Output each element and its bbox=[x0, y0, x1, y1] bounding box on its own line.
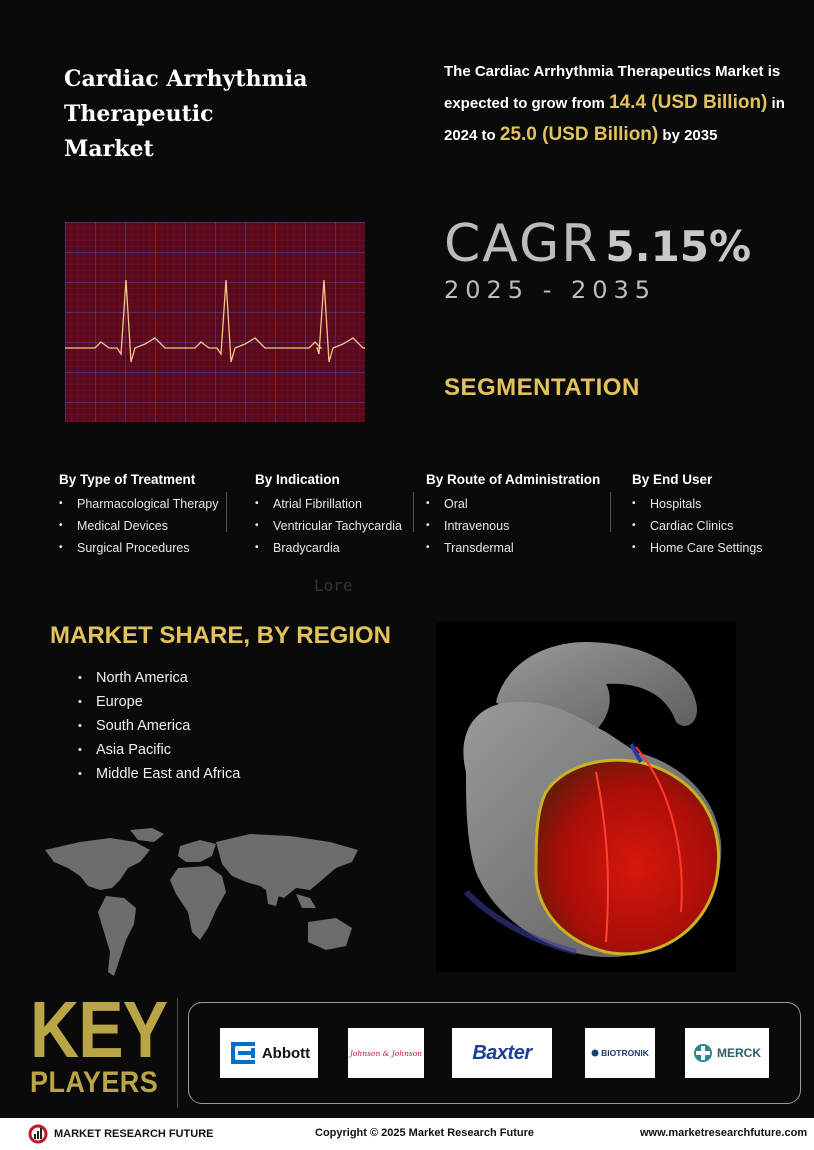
cagr-value: 5.15% bbox=[605, 222, 752, 271]
logo-text: Johnson & Johnson bbox=[349, 1048, 423, 1058]
summary-text-3: by 2035 bbox=[658, 127, 718, 144]
column-divider bbox=[226, 492, 227, 532]
summary-text-2: in 2024 to bbox=[444, 95, 785, 144]
segment-heading: By Indication bbox=[255, 472, 340, 487]
key-heading: KEY bbox=[30, 985, 168, 1074]
segment-item: • Home Care Settings bbox=[632, 537, 763, 559]
ecg-image bbox=[65, 222, 365, 422]
players-heading: PLAYERS bbox=[30, 1066, 159, 1099]
segment-item: • Bradycardia bbox=[255, 537, 402, 559]
segment-route-of-administration bbox=[426, 472, 600, 559]
segment-item: • Cardiac Clinics bbox=[632, 515, 763, 537]
biotronik-mark-icon bbox=[591, 1049, 599, 1057]
region-item: • Europe bbox=[78, 690, 240, 714]
region-list bbox=[78, 666, 240, 786]
value-2035: 25.0 (USD Billion) bbox=[499, 124, 659, 145]
region-item: • Asia Pacific bbox=[78, 738, 240, 762]
johnson-johnson-logo bbox=[348, 1028, 424, 1078]
merck-mark-icon bbox=[693, 1043, 713, 1063]
abbott-logo bbox=[220, 1028, 318, 1078]
logo-text: Abbott bbox=[261, 1044, 311, 1062]
title-line-2: Therapeutic bbox=[64, 101, 214, 127]
mrfr-logo-icon bbox=[28, 1124, 50, 1144]
region-item: • South America bbox=[78, 714, 240, 738]
segment-item: • Atrial Fibrillation bbox=[255, 493, 402, 515]
segment-type-of-treatment bbox=[59, 472, 219, 559]
footer-brand-text: MARKET RESEARCH FUTURE bbox=[54, 1128, 214, 1140]
column-divider bbox=[610, 492, 611, 532]
world-map-icon bbox=[40, 828, 370, 988]
segment-heading: By End User bbox=[632, 472, 713, 487]
baxter-logo bbox=[452, 1028, 552, 1078]
value-2024: 14.4 (USD Billion) bbox=[609, 92, 768, 113]
region-item: • Middle East and Africa bbox=[78, 762, 240, 786]
cagr-period: 2025 - 2035 bbox=[444, 276, 657, 304]
footer-url[interactable]: www.marketresearchfuture.com bbox=[640, 1127, 808, 1139]
key-divider bbox=[177, 998, 178, 1108]
segment-item: • Surgical Procedures bbox=[59, 537, 219, 559]
segment-heading: By Route of Administration bbox=[426, 472, 601, 487]
title-line-1: Cardiac Arrhythmia bbox=[64, 66, 308, 92]
segment-item: • Transdermal bbox=[426, 537, 600, 559]
page-title bbox=[64, 62, 364, 167]
segment-indication bbox=[255, 472, 402, 559]
logo-text: MERCK bbox=[717, 1046, 761, 1060]
logo-text: Baxter bbox=[472, 1041, 532, 1064]
footer-copyright: Copyright © 2025 Market Research Future bbox=[315, 1127, 535, 1139]
column-divider bbox=[413, 492, 414, 532]
footer-brand bbox=[28, 1124, 214, 1144]
cagr-label: CAGR bbox=[444, 214, 600, 274]
abbott-mark-icon bbox=[228, 1040, 258, 1066]
segment-item: • Ventricular Tachycardia bbox=[255, 515, 402, 537]
segment-item: • Hospitals bbox=[632, 493, 763, 515]
cagr-block bbox=[444, 214, 751, 274]
logo-text: BIOTRONIK bbox=[601, 1048, 649, 1058]
segmentation-title: SEGMENTATION bbox=[444, 374, 640, 401]
segment-item: • Oral bbox=[426, 493, 600, 515]
heart-image bbox=[436, 622, 736, 972]
market-summary bbox=[444, 56, 804, 151]
segment-heading: By Type of Treatment bbox=[59, 472, 196, 487]
region-title: MARKET SHARE, BY REGION bbox=[50, 622, 391, 649]
segment-item: • Pharmacological Therapy bbox=[59, 493, 219, 515]
faint-placeholder-text: Lore bbox=[314, 576, 353, 595]
summary-text-1: The Cardiac Arrhythmia Therapeutics Market is expected to grow from bbox=[444, 63, 781, 112]
biotronik-logo bbox=[585, 1028, 655, 1078]
merck-logo bbox=[685, 1028, 769, 1078]
segment-end-user bbox=[632, 472, 763, 559]
region-item: • North America bbox=[78, 666, 240, 690]
title-line-3: Market bbox=[64, 136, 154, 162]
segment-item: • Medical Devices bbox=[59, 515, 219, 537]
segment-item: • Intravenous bbox=[426, 515, 600, 537]
